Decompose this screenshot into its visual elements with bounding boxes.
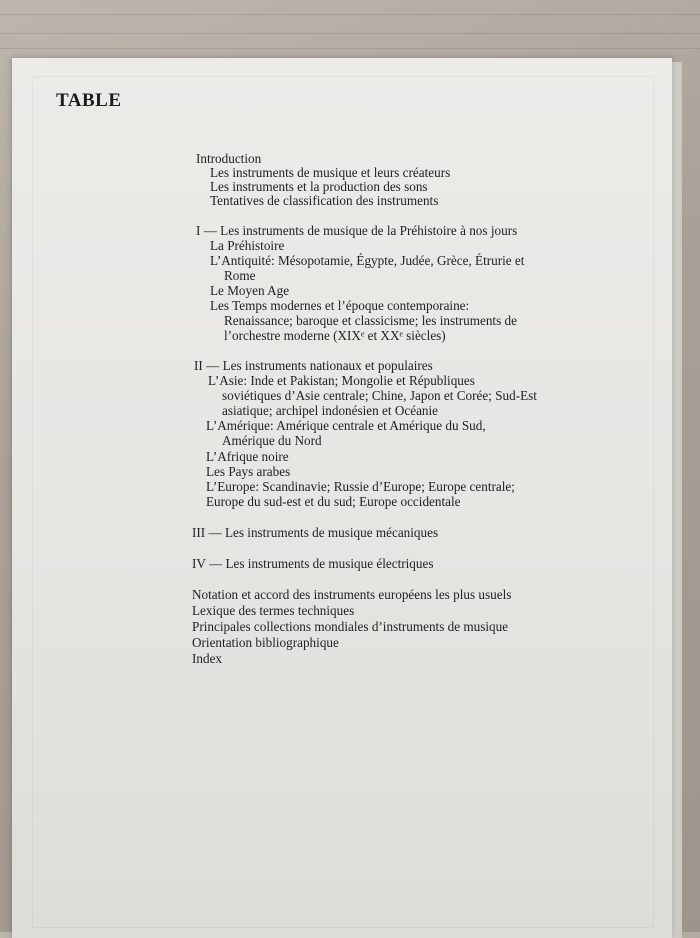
toc-entry-text: L’Europe: Scandinavie; Russie d’Europe; Europe centrale; xyxy=(206,479,515,494)
toc-entry-text: L’Amérique: Amérique centrale et Amérique du Sud, xyxy=(206,418,486,433)
page-edge xyxy=(672,62,682,938)
toc-entry-text: Amérique du Nord xyxy=(222,433,322,448)
toc-entry-text: asiatique; archipel indonésien et Océanie xyxy=(222,403,439,418)
toc-entry-text: Les instruments et la production des sons xyxy=(210,179,428,194)
toc-entry-text: L’Afrique noire xyxy=(206,449,289,464)
toc-entry-text: Introduction xyxy=(196,151,262,166)
toc-entry-text: Les Temps modernes et l’époque contemporaine: xyxy=(210,298,470,313)
toc-entry-text: l’orchestre moderne (XIXᵉ et XXᵉ siècles) xyxy=(224,328,446,343)
toc-entry-text: Notation et accord des instruments européens les plus usuels xyxy=(192,587,512,602)
toc-entry-text: II — Les instruments nationaux et populaires xyxy=(194,358,433,373)
toc-entry-text: Europe du sud-est et du sud; Europe occidentale xyxy=(206,494,461,509)
toc-entry-text: Orientation bibliographique xyxy=(192,635,339,650)
toc-entry-text: L’Antiquité: Mésopotamie, Égypte, Judée, Grèce, Étrurie et xyxy=(210,253,525,268)
toc-entry-text: soviétiques d’Asie centrale; Chine, Japon et Corée; Sud-Est xyxy=(222,388,537,403)
toc-entry-text: La Préhistoire xyxy=(210,238,285,253)
toc-entry-text: Tentatives de classification des instruments xyxy=(210,193,439,208)
toc-entry-text: III — Les instruments de musique mécaniques xyxy=(192,525,439,540)
toc-entry-text: Rome xyxy=(224,268,256,283)
toc-entry-text: L’Asie: Inde et Pakistan; Mongolie et Républiques xyxy=(208,373,475,388)
toc-entry-text: I — Les instruments de musique de la Préhistoire à nos jours xyxy=(196,223,518,238)
toc-entry-text: Principales collections mondiales d’instruments de musique xyxy=(192,619,509,634)
toc-entry-text: Les Pays arabes xyxy=(206,464,291,479)
toc-entry-text: Index xyxy=(192,651,223,666)
toc-entry-text: Renaissance; baroque et classicisme; les instruments de xyxy=(224,313,517,328)
toc-entry-text: Les instruments de musique et leurs créateurs xyxy=(210,165,451,180)
toc-entry-text: Le Moyen Age xyxy=(210,283,290,298)
toc-entry-text: IV — Les instruments de musique électriques xyxy=(192,556,434,571)
page-title: TABLE xyxy=(56,90,122,111)
toc-entry-text: Lexique des termes techniques xyxy=(192,603,355,618)
